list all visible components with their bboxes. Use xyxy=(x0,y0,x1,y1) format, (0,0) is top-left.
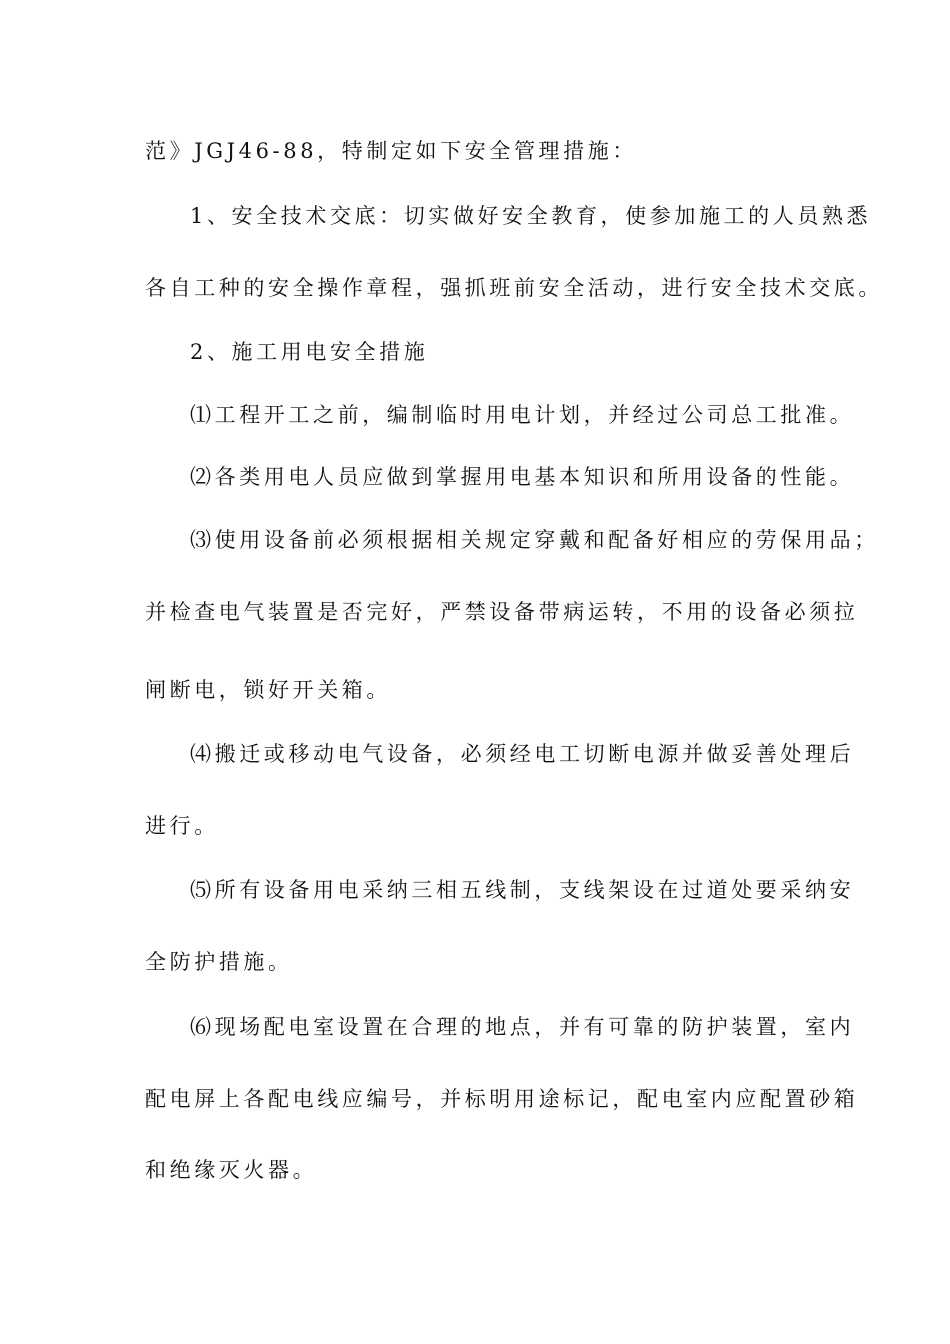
list-item-4: ⑷搬迁或移动电气设备，必须经电工切断电源并做妥善处理后 xyxy=(190,742,855,766)
text-line: 并检查电气装置是否完好，严禁设备带病运转，不用的设备必须拉 xyxy=(145,600,859,624)
list-item-1: ⑴工程开工之前，编制临时用电计划，并经过公司总工批准。 xyxy=(190,403,855,427)
section-heading-safety-briefing: 1、安全技术交底：切实做好安全教育，使参加施工的人员熟悉 xyxy=(190,204,872,228)
text-line: 范》JGJ46-88，特制定如下安全管理措施： xyxy=(145,139,637,163)
list-item-6: ⑹现场配电室设置在合理的地点，并有可靠的防护装置，室内 xyxy=(190,1015,855,1039)
list-item-2: ⑵各类用电人员应做到掌握用电基本知识和所用设备的性能。 xyxy=(190,465,855,489)
text-line: 全防护措施。 xyxy=(145,950,293,974)
text-line: 各自工种的安全操作章程，强抓班前安全活动，进行安全技术交底。 xyxy=(145,276,883,300)
text-line: 闸断电，锁好开关箱。 xyxy=(145,678,391,702)
list-item-3: ⑶使用设备前必须根据相关规定穿戴和配备好相应的劳保用品； xyxy=(190,528,879,552)
text-line: 配电屏上各配电线应编号，并标明用途标记，配电室内应配置砂箱 xyxy=(145,1087,859,1111)
text-line: 进行。 xyxy=(145,814,219,838)
list-item-5: ⑸所有设备用电采纳三相五线制，支线架设在过道处要采纳安 xyxy=(190,878,855,902)
text-line: 和绝缘灭火器。 xyxy=(145,1158,318,1182)
section-heading-electrical-safety: 2、施工用电安全措施 xyxy=(190,340,429,364)
